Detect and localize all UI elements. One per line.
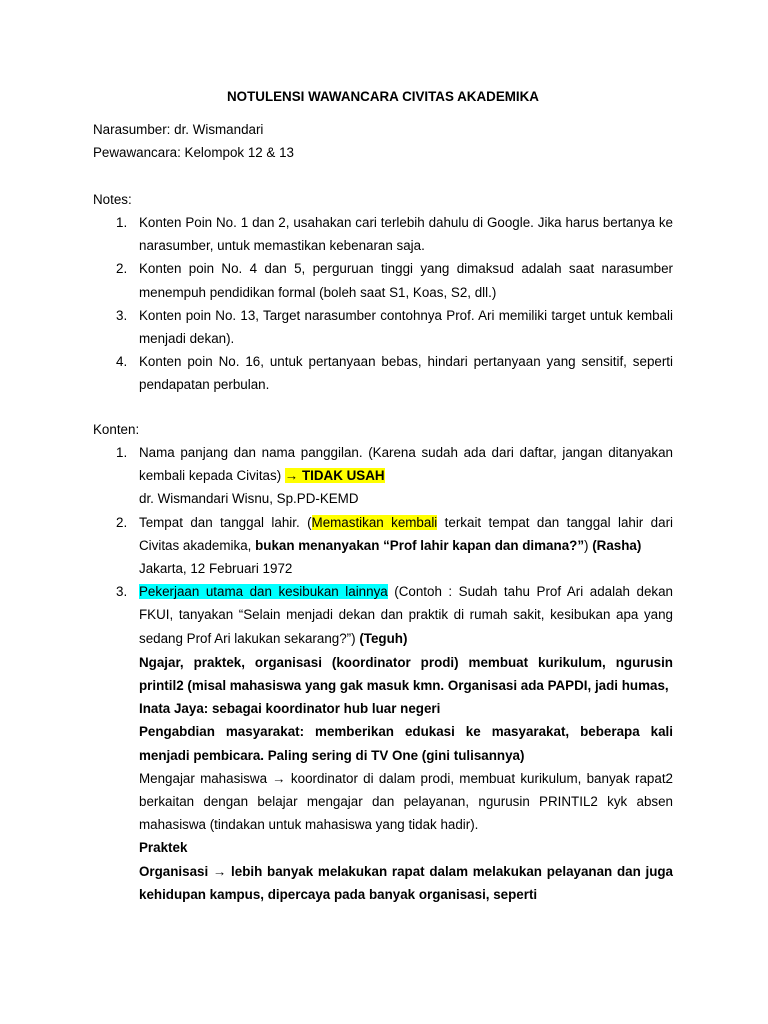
item-text-mid: terkait tempat dan tanggal lahir dari Civitas akademika, [139, 514, 674, 553]
narasumber-line: Narasumber: dr. Wismandari [93, 122, 264, 137]
organisasi-text: Organisasi → lebih banyak melakukan rapat dalam melakukan pelayanan dan juga kehidupan kampus, dipercaya pada banyak organisasi, seperti [139, 863, 673, 902]
answer-bold-2: Inata Jaya: sebagai koordinator hub luar negeri [139, 701, 441, 717]
interviewer-tag: (Rasha) [592, 537, 642, 553]
konten-list [93, 441, 673, 906]
list-item [93, 580, 673, 906]
list-item [93, 350, 673, 396]
highlight-tidak-usah: → TIDAK USAH [284, 468, 385, 484]
list-number: 1. [116, 445, 128, 460]
list-text [139, 511, 673, 557]
list-text [139, 441, 673, 487]
item-text-post: ) [584, 537, 593, 553]
list-number: 1. [116, 215, 128, 230]
document-title: NOTULENSI WAWANCARA CIVITAS AKADEMIKA [227, 89, 539, 104]
interviewer-tag: (Teguh) [359, 630, 408, 646]
item-text: (Contoh : Sudah tahu Prof Ari adalah dekan FKUI, tanyakan “Selain menjadi dekan dan praktik di rumah sakit, kesibukan apa yang sedang Prof Ari lakukan sekarang?”) [139, 584, 673, 646]
list-number: 2. [116, 261, 128, 277]
answer-plain: Mengajar mahasiswa → koordinator di dalam prodi, membuat kurikulum, banyak rapat2 berkaitan dengan belajar mengajar dan pelayanan, ngurusin PRINTIL2 kyk absen mahasiswa (tindakan untuk mahasiswa yang tidak hadir). [139, 770, 673, 833]
pewawancara-line: Pewawancara: Kelompok 12 & 13 [93, 145, 294, 161]
praktek-label: Praktek [139, 840, 188, 856]
item-text: Nama panjang dan nama panggilan. (Karena sudah ada dari daftar, jangan ditanyakan kembali kepada Civitas) [139, 445, 673, 484]
header-info [93, 118, 673, 164]
list-number: 4. [116, 354, 128, 370]
list-number: 3. [116, 307, 128, 323]
item-bold-text: bukan menanyakan “Prof lahir kapan dan dimana?” [255, 537, 585, 553]
notes-list [93, 211, 673, 397]
answer-bold-3: Pengabdian masyarakat: memberikan edukasi ke masyarakat, beberapa kali menjadi pembicara. Paling sering di TV One (gini tulisannya) [139, 724, 673, 763]
list-item [93, 211, 673, 257]
answer-bold-1: Ngajar, praktek, organisasi (koordinator prodi) membuat kurikulum, ngurusin printil2 (misal mahasiswa yang gak masuk kmn. Organisasi ada PAPDI, jadi humas, [139, 654, 673, 694]
list-text: Konten poin No. 16, untuk pertanyaan bebas, hindari pertanyaan yang sensitif, seperti pendapatan perbulan. [139, 354, 673, 393]
list-text: Konten poin No. 4 dan 5, perguruan tinggi yang dimaksud adalah saat narasumber menempuh pendidikan formal (boleh saat S1, Koas, S2, dll.) [139, 261, 673, 300]
list-item [93, 304, 673, 350]
highlight-pekerjaan: Pekerjaan utama dan kesibukan lainnya [139, 584, 388, 600]
answer-text: dr. Wismandari Wisnu, Sp.PD-KEMD [139, 491, 359, 507]
notes-heading: Notes: [93, 192, 132, 207]
list-text: Konten Poin No. 1 dan 2, usahakan cari terlebih dahulu di Google. Jika harus bertanya ke narasumber, untuk memastikan kebenaran saja. [139, 215, 673, 254]
item-text-pre: Tempat dan tanggal lahir. ( [139, 514, 312, 530]
list-number: 3. [116, 584, 128, 600]
answer-text: Jakarta, 12 Februari 1972 [139, 561, 293, 577]
list-number: 2. [116, 514, 128, 530]
konten-heading: Konten: [93, 422, 140, 437]
list-item [93, 441, 673, 511]
list-item [93, 511, 673, 581]
list-item [93, 257, 673, 303]
list-text [139, 580, 673, 650]
list-text: Konten poin No. 13, Target narasumber contohnya Prof. Ari memiliki target untuk kembali menjadi dekan). [139, 307, 673, 347]
highlight-memastikan: Memastikan kembali [311, 514, 438, 530]
